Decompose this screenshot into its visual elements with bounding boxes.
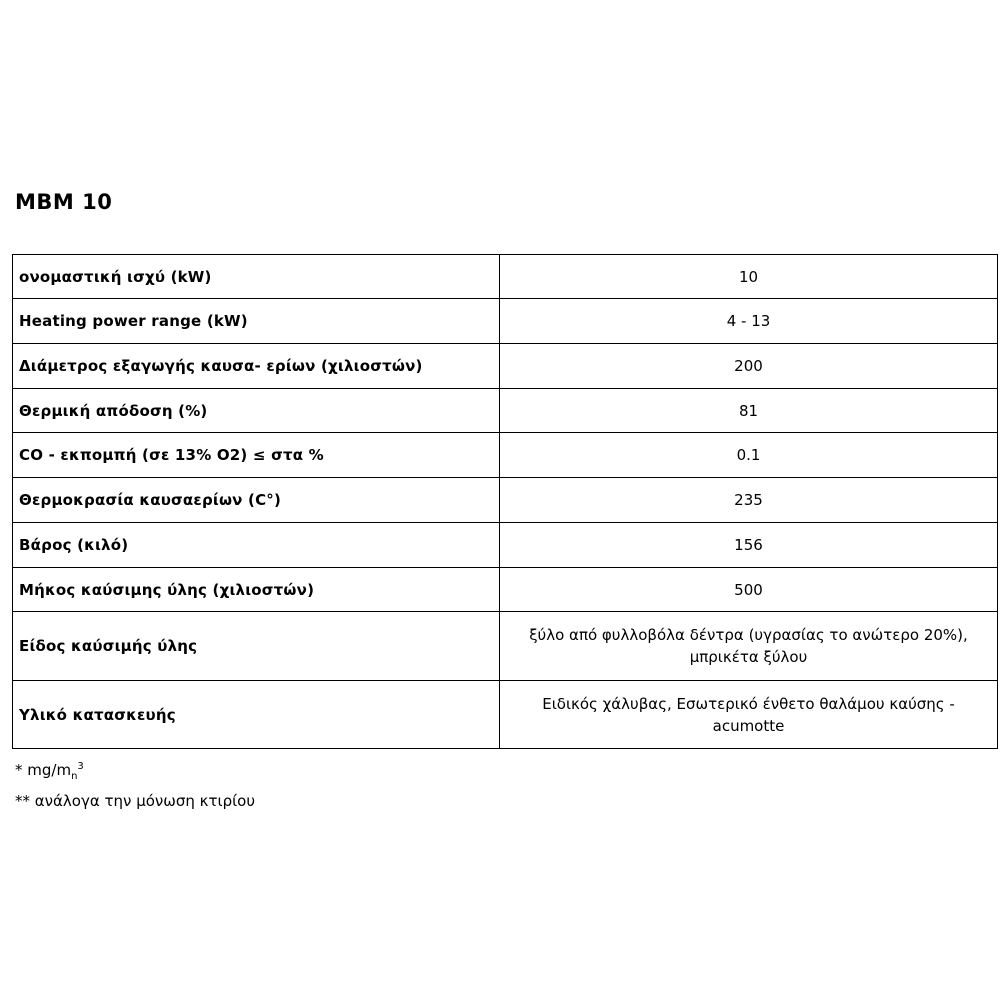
spec-label-flue-temperature: Θερμοκρασία καυσαερίων (C°) (13, 478, 500, 523)
spec-value-power-range: 4 - 13 (500, 299, 998, 344)
spec-label-fuel-type: Είδος καύσιμής ύλης (13, 612, 500, 681)
specifications-table (12, 254, 998, 749)
table-row (13, 568, 998, 612)
table-row (13, 255, 998, 299)
table-row (13, 344, 998, 389)
table-row (13, 389, 998, 433)
spec-value-co-emission: 0.1 (500, 433, 998, 478)
spec-value-fuel-length: 500 (500, 568, 998, 612)
table-row (13, 433, 998, 478)
fuel-type-line-2: μπρικέτα ξύλου (689, 648, 808, 666)
footnote-insulation: ** ανάλογα την μόνωση κτιρίου (15, 792, 256, 810)
spec-value-flue-temperature: 235 (500, 478, 998, 523)
table-row (13, 612, 998, 681)
spec-value-fuel-type (500, 612, 998, 681)
fuel-type-line-1: ξύλο από φυλλοβόλα δέντρα (υγρασίας το ανώτερο 20%), (529, 626, 968, 644)
spec-label-material: Υλικό κατασκευής (13, 681, 500, 749)
spec-label-weight: Βάρος (κιλό) (13, 523, 500, 568)
spec-value-weight: 156 (500, 523, 998, 568)
spec-value-flue-diameter: 200 (500, 344, 998, 389)
spec-label-power-range: Heating power range (kW) (13, 299, 500, 344)
material-line-2: acumotte (712, 716, 785, 735)
product-title: MBM 10 (15, 190, 113, 214)
table-row (13, 523, 998, 568)
spec-label-co-emission: CO - εκπομπή (σε 13% O2) ≤ στα % (13, 433, 500, 478)
spec-label-fuel-length: Μήκος καύσιμης ύλης (χιλιοστών) (13, 568, 500, 612)
spec-value-nominal-power: 10 (500, 255, 998, 299)
material-line-1: Ειδικός χάλυβας, Εσωτερικό ένθετο θαλάμου καύσης - (542, 694, 955, 713)
table-row (13, 478, 998, 523)
footnote-unit: * $mg/m_n^3$ (15, 761, 84, 782)
spec-label-efficiency: Θερμική απόδοση (%) (13, 389, 500, 433)
table-row (13, 681, 998, 749)
spec-label-flue-diameter: Διάμετρος εξαγωγής καυσα- ερίων (χιλιοστών) (13, 344, 500, 389)
spec-value-material (500, 681, 998, 749)
footnotes (15, 755, 255, 813)
spec-value-efficiency: 81 (500, 389, 998, 433)
spec-label-nominal-power: ονομαστική ισχύ (kW) (13, 255, 500, 299)
table-row (13, 299, 998, 344)
